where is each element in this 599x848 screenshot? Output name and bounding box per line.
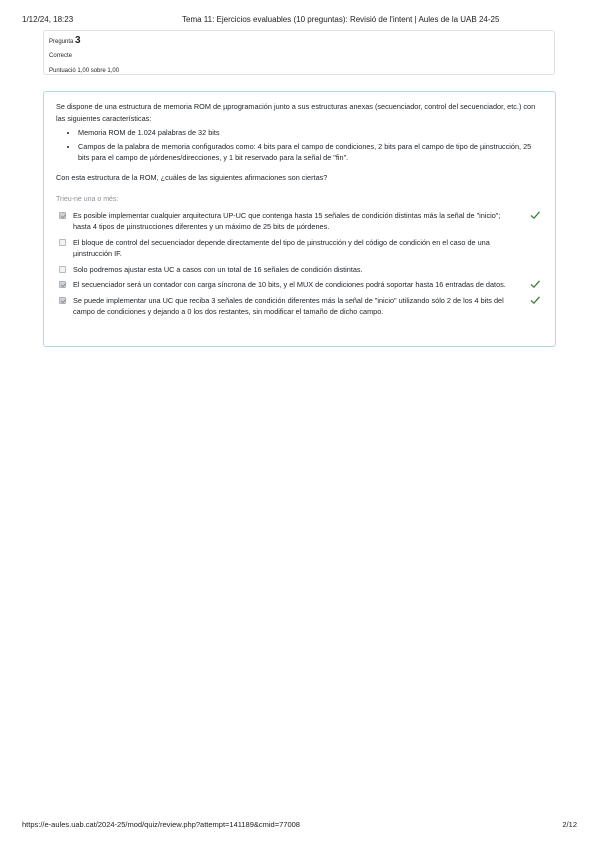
spec-item: • Memoria ROM de 1.024 palabras de 32 bits bbox=[78, 127, 543, 139]
answer-option[interactable] bbox=[56, 264, 543, 276]
question-text: Con esta estructura de la ROM, ¿cuáles de las siguientes afirmaciones son ciertas? bbox=[56, 172, 328, 182]
answer-option[interactable] bbox=[56, 210, 543, 233]
print-page-number: 2/12 bbox=[562, 820, 577, 829]
answer-option[interactable] bbox=[56, 279, 543, 291]
answer-list bbox=[56, 210, 543, 318]
answer-text: El bloque de control del secuenciador depende directamente del tipo de µinstrucción y del código de condición en el caso de una µinstrucción IF. bbox=[73, 237, 490, 258]
question-number-value: 3 bbox=[75, 35, 81, 46]
answer-prompt: Trieu-ne una o més: bbox=[56, 195, 119, 203]
answer-checkbox[interactable] bbox=[59, 297, 66, 304]
print-header bbox=[22, 15, 577, 27]
print-url: https://e-aules.uab.cat/2024-25/mod/quiz/review.php?attempt=141189&cmid=77008 bbox=[22, 820, 300, 829]
question-label: Pregunta bbox=[49, 39, 74, 45]
print-page-title: Tema 11: Ejercicios evaluables (10 preguntas): Revisió de l'intent | Aules de la UAB 24-25 bbox=[182, 15, 500, 24]
question-number bbox=[49, 36, 549, 47]
answer-checkbox[interactable] bbox=[59, 281, 66, 288]
print-footer bbox=[22, 820, 577, 832]
answer-option[interactable] bbox=[56, 295, 543, 318]
question-intro: Se dispone de una estructura de memoria ROM de µprogramación junto a sus estructuras anexas (secuenciador, control del secuenciador, etc.) con las siguientes características: bbox=[56, 102, 536, 123]
correct-check-icon bbox=[529, 294, 541, 306]
spec-item: • Campos de la palabra de memoria configurados como: 4 bits para el campo de condiciones, 2 bits para el campo de tipo de µinstrucción, 25 bits para el campo de µórdenes/direcciones, y 1 bit reservado para la señal de "fin". bbox=[78, 141, 543, 164]
answer-text: Solo podremos ajustar esta UC a casos con un total de 16 señales de condición distintas. bbox=[73, 264, 363, 274]
answer-text: Se puede implementar una UC que reciba 3 señales de condición diferentes más la señal de "inicio" utilizando sólo 2 de los 4 bits del campo de condiciones y dejando a 0 los dos restantes, sin modificar el tamaño de dicho campo. bbox=[73, 295, 504, 316]
print-datetime: 1/12/24, 18:23 bbox=[22, 15, 74, 24]
answer-checkbox[interactable] bbox=[59, 239, 66, 246]
answer-checkbox[interactable] bbox=[59, 212, 66, 219]
answer-text: Es posible implementar cualquier arquitectura UP-UC que contenga hasta 15 señales de condición distintas más la señal de "inicio"; hasta 4 tipos de µinstrucciones diferentes y un máximo de 25 bits de µórdenes. bbox=[73, 210, 501, 231]
question-info-box bbox=[43, 30, 555, 75]
question-state: Correcte bbox=[49, 53, 73, 59]
answer-text: El secuenciador será un contador con carga síncrona de 10 bits, y el MUX de condiciones podrá soportar hasta 16 entradas de datos. bbox=[73, 280, 506, 289]
answer-checkbox[interactable] bbox=[59, 266, 66, 273]
question-grade: Puntuació 1,00 sobre 1,00 bbox=[49, 68, 120, 74]
correct-check-icon bbox=[529, 278, 541, 290]
question-content bbox=[43, 91, 556, 347]
spec-list bbox=[56, 127, 543, 164]
answer-option[interactable] bbox=[56, 237, 543, 260]
correct-check-icon bbox=[529, 209, 541, 221]
